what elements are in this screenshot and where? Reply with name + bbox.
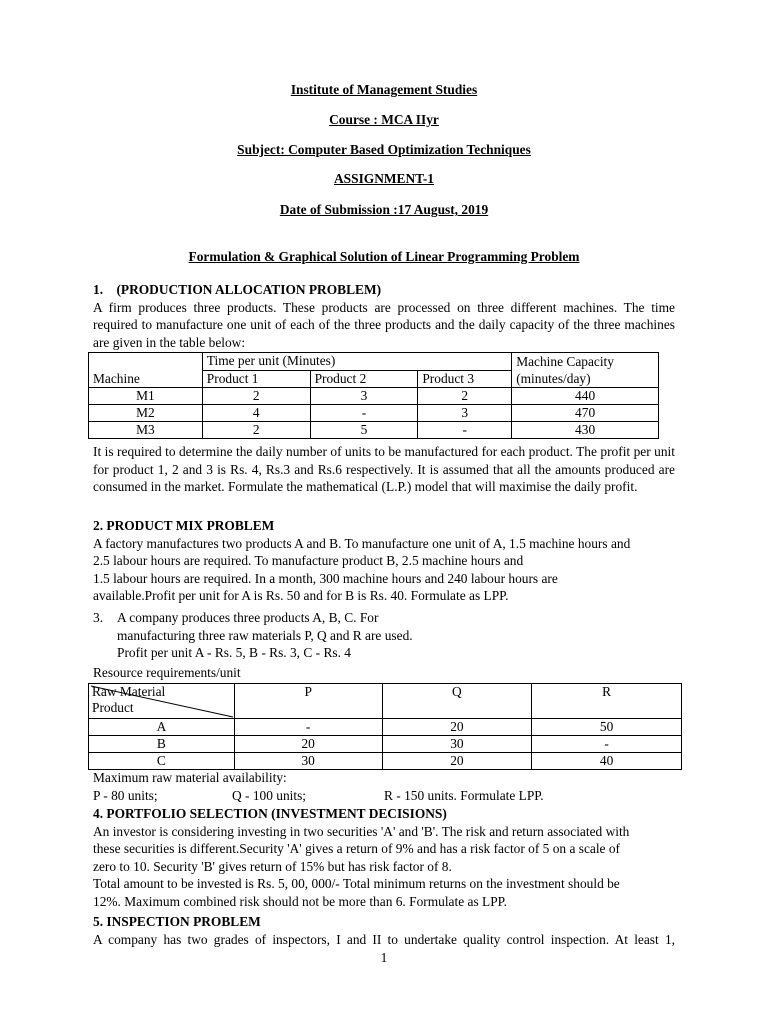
q1-intro: A firm produces three products. These products are processed on three different machines. The time required to manufacture one unit of each of the three products and the daily capacity of the three machines are given in the table below: (93, 299, 675, 350)
q3-text (117, 609, 617, 662)
q2-line: A factory manufactures two products A and B. To manufacture one unit of A, 1.5 machine hours and (93, 535, 631, 551)
availability-label: Maximum raw material availability: (93, 770, 287, 785)
corner-top-label: Raw Material (92, 684, 166, 699)
q4-line: these securities is different.Security 'A' gives a return of 9% and has a risk factor of 5 on a scale of (93, 841, 621, 857)
cell: 440 (512, 388, 659, 405)
diagonal-line (89, 684, 235, 718)
course-title: Course : MCA IIyr (329, 112, 439, 127)
resource-label: Resource requirements/unit (93, 665, 241, 680)
machine-table (88, 352, 659, 439)
raw-material-table (88, 683, 682, 770)
cell: 3 (418, 405, 512, 422)
cell: 3 (310, 388, 418, 405)
q4-section (93, 805, 675, 911)
topic-title: Formulation & Graphical Solution of Linear Programming Problem (188, 249, 580, 264)
cell: 40 (532, 753, 682, 770)
q3-line: A company produces three products A, B, C. For (117, 610, 379, 625)
cell: - (418, 422, 512, 439)
q2-line: 2.5 labour hours are required. To manufacture product B, 2.5 machine hours and (93, 553, 524, 569)
q4-line: An investor is considering investing in two securities 'A' and 'B'. The risk and return associated with (93, 823, 630, 839)
cell: 2 (418, 388, 512, 405)
time-header: Time per unit (Minutes) (202, 353, 511, 371)
col-p-header: P (234, 684, 382, 719)
cell: 2 (202, 388, 310, 405)
cell: - (234, 719, 382, 736)
submission-date: Date of Submission :17 August, 2019 (279, 202, 489, 217)
q5-heading: 5. INSPECTION PROBLEM (93, 914, 261, 929)
col-q-header: Q (382, 684, 532, 719)
q1-section (93, 281, 675, 351)
q5-section (93, 913, 675, 948)
machine-cell: M2 (89, 405, 203, 422)
cell: 430 (512, 422, 659, 439)
machine-cell: M1 (89, 388, 203, 405)
table-row (89, 753, 682, 770)
corner-bottom-label: Product (92, 700, 134, 715)
product-cell: A (89, 719, 235, 736)
q1-title: (PRODUCTION ALLOCATION PROBLEM) (116, 282, 382, 297)
institute-title: Institute of Management Studies (290, 82, 478, 97)
cell: 20 (382, 719, 532, 736)
q2-line: available.Profit per unit for A is Rs. 50 and for B is Rs. 40. Formulate as LPP. (93, 588, 509, 604)
cell: 20 (382, 753, 532, 770)
cell: 4 (202, 405, 310, 422)
machine-header: Machine (89, 353, 203, 388)
table-row (89, 405, 659, 422)
product-cell: B (89, 736, 235, 753)
cell: - (310, 405, 418, 422)
q1-text: It is required to determine the daily number of units to be manufactured for each product. The profit per unit for product 1, 2 and 3 is Rs. 4, Rs.3 and Rs.6 respectively. It is assumed that all the amounts produced are consumed in the market. Formulate the mathematical (L.P.) model that will maximise the daily profit. (93, 444, 675, 495)
q4-heading: 4. PORTFOLIO SELECTION (INVESTMENT DECISIONS) (93, 806, 447, 821)
q2-line: 1.5 labour hours are required. In a month, 300 machine hours and 240 labour hours are (93, 570, 558, 586)
q1-number: 1. (93, 282, 104, 297)
cell: - (532, 736, 682, 753)
product-3-header: Product 3 (418, 370, 512, 388)
q3-line: manufacturing three raw materials P, Q and R are used. (117, 627, 413, 643)
table-row (89, 736, 682, 753)
product-cell: C (89, 753, 235, 770)
cell: 20 (234, 736, 382, 753)
q5-line: A company has two grades of inspectors, I and II to undertake quality control inspection. At least 1, (93, 931, 675, 947)
cell: 50 (532, 719, 682, 736)
table-row (89, 388, 659, 405)
product-1-header: Product 1 (202, 370, 310, 388)
table-row (89, 719, 682, 736)
subject-title: Subject: Computer Based Optimization Techniques (237, 142, 531, 157)
q2-section (93, 517, 675, 605)
avail-r: R - 150 units. Formulate LPP. (384, 788, 544, 803)
q2-heading: 2. PRODUCT MIX PROBLEM (93, 518, 275, 533)
cell: 30 (234, 753, 382, 770)
q4-line: 12%. Maximum combined risk should not be more than 6. Formulate as LPP. (93, 893, 507, 909)
product-2-header: Product 2 (310, 370, 418, 388)
q3-number: 3. (93, 610, 104, 625)
assignment-title: ASSIGNMENT-1 (334, 171, 434, 186)
cell: 2 (202, 422, 310, 439)
machine-cell: M3 (89, 422, 203, 439)
cell: 470 (512, 405, 659, 422)
cell: 5 (310, 422, 418, 439)
capacity-header: Machine Capacity (minutes/day) (512, 353, 659, 388)
page-number: 1 (380, 950, 388, 965)
col-r-header: R (532, 684, 682, 719)
q4-line: Total amount to be invested is Rs. 5, 00, 000/- Total minimum returns on the investment should be (93, 876, 620, 892)
q4-line: zero to 10. Security 'B' gives return of 15% but has risk factor of 8. (93, 858, 452, 874)
table-row (89, 422, 659, 439)
q3-line: Profit per unit A - Rs. 5, B - Rs. 3, C - Rs. 4 (117, 645, 351, 661)
corner-header (89, 684, 235, 719)
avail-q: Q - 100 units; (232, 788, 307, 803)
cell: 30 (382, 736, 532, 753)
avail-p: P - 80 units; (93, 788, 158, 803)
q1-heading (93, 281, 675, 299)
